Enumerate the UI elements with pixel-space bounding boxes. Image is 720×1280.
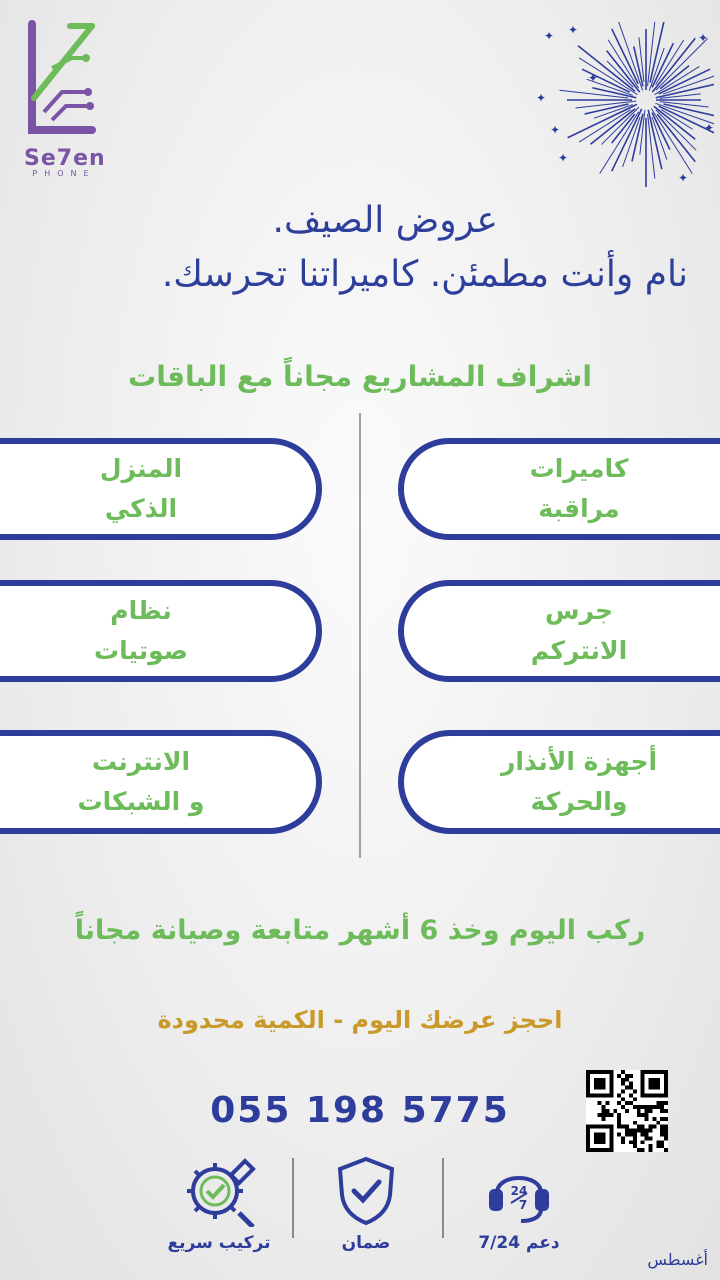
headline-line-1: عروض الصيف. — [272, 200, 498, 241]
svg-text:✦: ✦ — [558, 151, 569, 165]
headline-line-2: نام وأنت مطمئن. كاميراتنا تحرسك. — [161, 254, 688, 295]
svg-text:7: 7 — [518, 1198, 528, 1212]
svg-text:✦: ✦ — [544, 29, 555, 43]
gear-wrench-icon — [179, 1155, 259, 1227]
feature-warranty-label: ضمان — [341, 1233, 391, 1253]
feature-separator — [292, 1158, 294, 1238]
service-internet-networks: الانترنت و الشبكات — [0, 730, 322, 834]
subheading: اشراف المشاريع مجاناً مع الباقات — [128, 360, 592, 393]
svg-text:✦: ✦ — [678, 171, 689, 185]
service-intercom-bell: جرس الانتركم — [398, 580, 720, 682]
svg-text:24: 24 — [510, 1184, 528, 1198]
svg-text:✦: ✦ — [568, 23, 579, 37]
feature-support — [464, 1155, 574, 1253]
headset-24-7-icon — [483, 1155, 555, 1227]
brand-wordmark — [24, 146, 104, 178]
brand-logo-mark — [22, 20, 102, 150]
whatsapp-qr-code[interactable] — [586, 1070, 668, 1152]
svg-text:✦: ✦ — [704, 121, 714, 135]
service-surveillance-cameras: كاميرات مراقبة — [398, 438, 720, 540]
svg-text:✦: ✦ — [550, 123, 561, 137]
service-audio-system: نظام صوتيات — [0, 580, 322, 682]
booking-text: احجز عرضك اليوم - الكمية محدودة — [157, 1006, 563, 1034]
svg-text:✦: ✦ — [536, 91, 547, 105]
brand-subtitle: PHONE — [32, 169, 96, 178]
feature-separator — [442, 1158, 444, 1238]
service-alarm-motion: أجهزة الأنذار والحركة — [398, 730, 720, 834]
fireworks-decoration — [528, 22, 714, 192]
promo-text: ركب اليوم وخذ 6 أشهر متابعة وصيانة مجاناً — [74, 915, 646, 946]
feature-fast-install-label: تركيب سريع — [167, 1233, 271, 1253]
feature-fast-install — [160, 1155, 278, 1253]
feature-support-label: دعم 7/24 — [478, 1233, 560, 1253]
svg-text:✦: ✦ — [698, 31, 709, 45]
footer-month: أغسطس — [647, 1250, 708, 1269]
center-divider — [359, 413, 361, 858]
phone-number[interactable]: 055 198 5775 — [210, 1090, 510, 1131]
svg-text:✦: ✦ — [588, 71, 599, 85]
brand-name: Se7en — [24, 146, 106, 171]
service-smart-home: المنزل الذكي — [0, 438, 322, 540]
feature-warranty — [318, 1155, 414, 1253]
shield-check-icon — [334, 1155, 398, 1227]
